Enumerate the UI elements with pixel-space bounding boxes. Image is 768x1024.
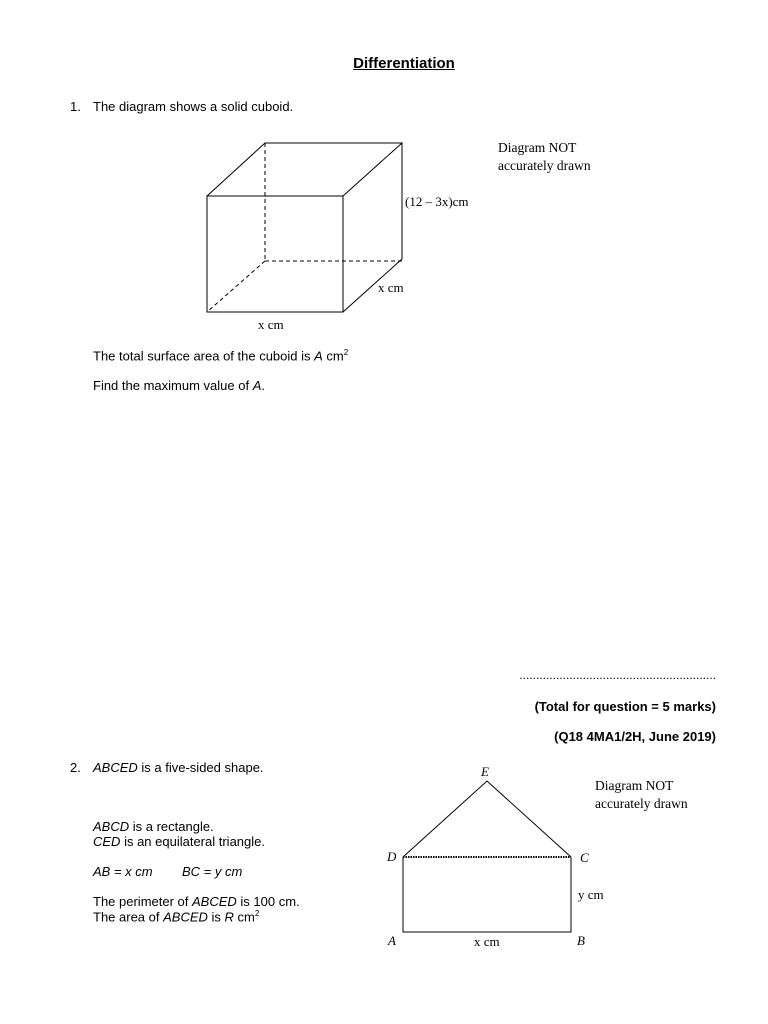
- q2-point-a: A: [388, 933, 396, 948]
- q1-diagram-note-line-1: Diagram NOT: [498, 140, 577, 155]
- q1-width-label: x cm: [258, 317, 284, 332]
- q2-perim-var: ABCED: [192, 894, 237, 909]
- cuboid-diagram: [207, 143, 402, 312]
- q1-find-var: A: [252, 378, 262, 393]
- q1-surface-exp: 2: [343, 348, 349, 357]
- q1-height-label: (12 – 3x)cm: [405, 194, 469, 209]
- q1-surface-var: A: [314, 348, 323, 364]
- page-title: Differentiation: [353, 55, 455, 72]
- q2-line2-rest: is an equilateral triangle.: [120, 834, 265, 849]
- q1-source: (Q18 4MA1/2H, June 2019): [554, 729, 716, 744]
- q2-area-var: ABCED: [163, 909, 208, 925]
- q2-point-e: E: [481, 764, 489, 779]
- q2-line1-var: ABCD: [93, 819, 130, 834]
- q1-find-post: .: [261, 378, 265, 393]
- q1-surface-unit: cm: [322, 348, 344, 364]
- triangle-ced: [403, 781, 571, 857]
- q2-area-text: [93, 909, 259, 924]
- question-2-number: 2.: [70, 760, 81, 775]
- q2-diagram-note: [595, 777, 688, 813]
- q1-answer-line[interactable]: ...........................................................: [519, 668, 716, 682]
- q2-line2-var: CED: [93, 834, 121, 849]
- q2-area-unit: cm: [233, 909, 255, 925]
- q2-point-b: B: [577, 933, 585, 948]
- pentagon-diagram: [403, 781, 571, 932]
- q2-area-exp: 2: [254, 909, 260, 918]
- q2-diagram-note-line-1: Diagram NOT: [595, 778, 674, 793]
- q1-find-text: [93, 378, 265, 393]
- q2-y-label: y cm: [578, 887, 604, 902]
- q2-rectangle-line: [93, 819, 214, 834]
- q2-intro-rest: is a five-sided shape.: [137, 760, 264, 775]
- rectangle-abcd: [403, 857, 571, 932]
- q2-bc-text: BC = y cm: [182, 864, 243, 879]
- q2-area-pre: The area of: [93, 909, 164, 925]
- cuboid-top-face: [207, 143, 402, 196]
- question-1-number: 1.: [70, 99, 81, 114]
- q1-depth-label: x cm: [378, 280, 404, 295]
- q2-triangle-line: [93, 834, 265, 849]
- question-2-intro: [93, 760, 264, 775]
- q2-perimeter-text: [93, 894, 300, 909]
- q2-perim-pre: The perimeter of: [93, 894, 192, 909]
- q2-ab-text: AB = x cm: [93, 864, 153, 879]
- q1-surface-text: [93, 348, 348, 363]
- q2-x-label: x cm: [474, 934, 500, 949]
- question-1-intro: The diagram shows a solid cuboid.: [93, 99, 294, 114]
- q2-line1-rest: is a rectangle.: [129, 819, 214, 834]
- q2-perim-rest: is 100 cm.: [236, 894, 300, 909]
- q1-find-pre: Find the maximum value of: [93, 378, 253, 393]
- q2-area-mid: is: [207, 909, 225, 925]
- q1-total-marks: (Total for question = 5 marks): [534, 699, 716, 714]
- q1-diagram-note-line-2: accurately drawn: [498, 158, 591, 173]
- q2-intro-var: ABCED: [93, 760, 138, 775]
- q2-point-c: C: [580, 850, 589, 865]
- q2-area-var2: R: [224, 909, 234, 925]
- cuboid-hidden-edges: [207, 143, 402, 312]
- q1-surface-pre: The total surface area of the cuboid is: [93, 348, 315, 364]
- q2-point-d: D: [387, 849, 397, 864]
- q2-diagram-note-line-2: accurately drawn: [595, 796, 688, 811]
